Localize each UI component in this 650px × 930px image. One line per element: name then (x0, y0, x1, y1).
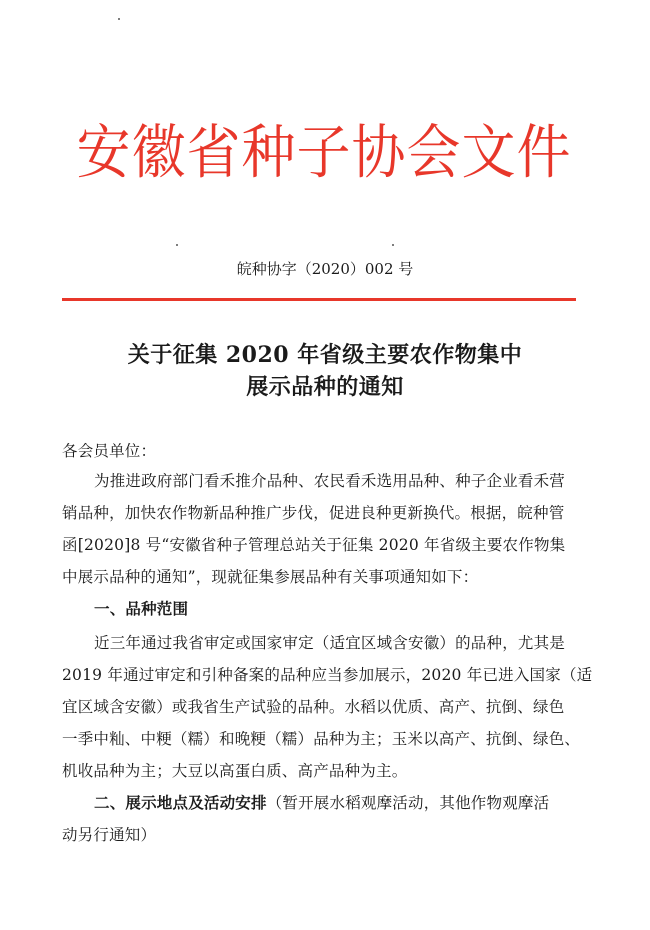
intro-line: 中展示品种的通知”，现就征集参展品种有关事项通知如下： (62, 568, 479, 586)
intro-line: 函[2020]8 号“安徽省种子管理总站关于征集 2020 年省级主要农作物集 (62, 536, 566, 554)
section-2-note: （暂开展水稻观摩活动，其他作物观摩活 (266, 794, 550, 812)
intro-line: 销品种，加快农作物新品种推广步伐，促进良种更新换代。根据，皖种管 (62, 504, 565, 522)
section-1-line: 近三年通过我省审定或国家审定（适宜区域含安徽）的品种，尤其是 (94, 634, 566, 652)
document-number: 皖种协字（2020）002 号 (236, 260, 414, 278)
scan-speck (118, 18, 120, 20)
section-1-heading: 一、品种范围 (94, 599, 189, 618)
scan-speck (392, 244, 394, 246)
section-1-line: 机收品种为主；大豆以高蛋白质、高产品种为主。 (62, 762, 408, 780)
red-header-rule (62, 298, 576, 301)
section-1-line: 宜区域含安徽）或我省生产试验的品种。水稻以优质、高产、抗倒、绿色 (62, 698, 565, 716)
section-1-line: 一季中籼、中粳（糯）和晚粳（糯）品种为主；玉米以高产、抗倒、绿色、 (62, 730, 581, 748)
scan-speck (176, 244, 178, 246)
org-header: 安徽省种子协会文件 (76, 118, 572, 187)
notice-title-line-2: 展示品种的通知 (246, 374, 404, 400)
section-2-note-continued: 动另行通知） (62, 826, 157, 844)
section-2-heading: 二、展示地点及活动安排 (94, 793, 267, 812)
section-2-first-line (94, 792, 549, 814)
salutation: 各会员单位： (62, 442, 157, 460)
intro-line: 为推进政府部门看禾推介品种、农民看禾选用品种、种子企业看禾营 (94, 472, 566, 490)
notice-title-line-1: 关于征集 2020 年省级主要农作物集中 (127, 342, 523, 368)
section-1-line: 2019 年通过审定和引种备案的品种应当参加展示，2020 年已进入国家（适 (62, 666, 593, 684)
